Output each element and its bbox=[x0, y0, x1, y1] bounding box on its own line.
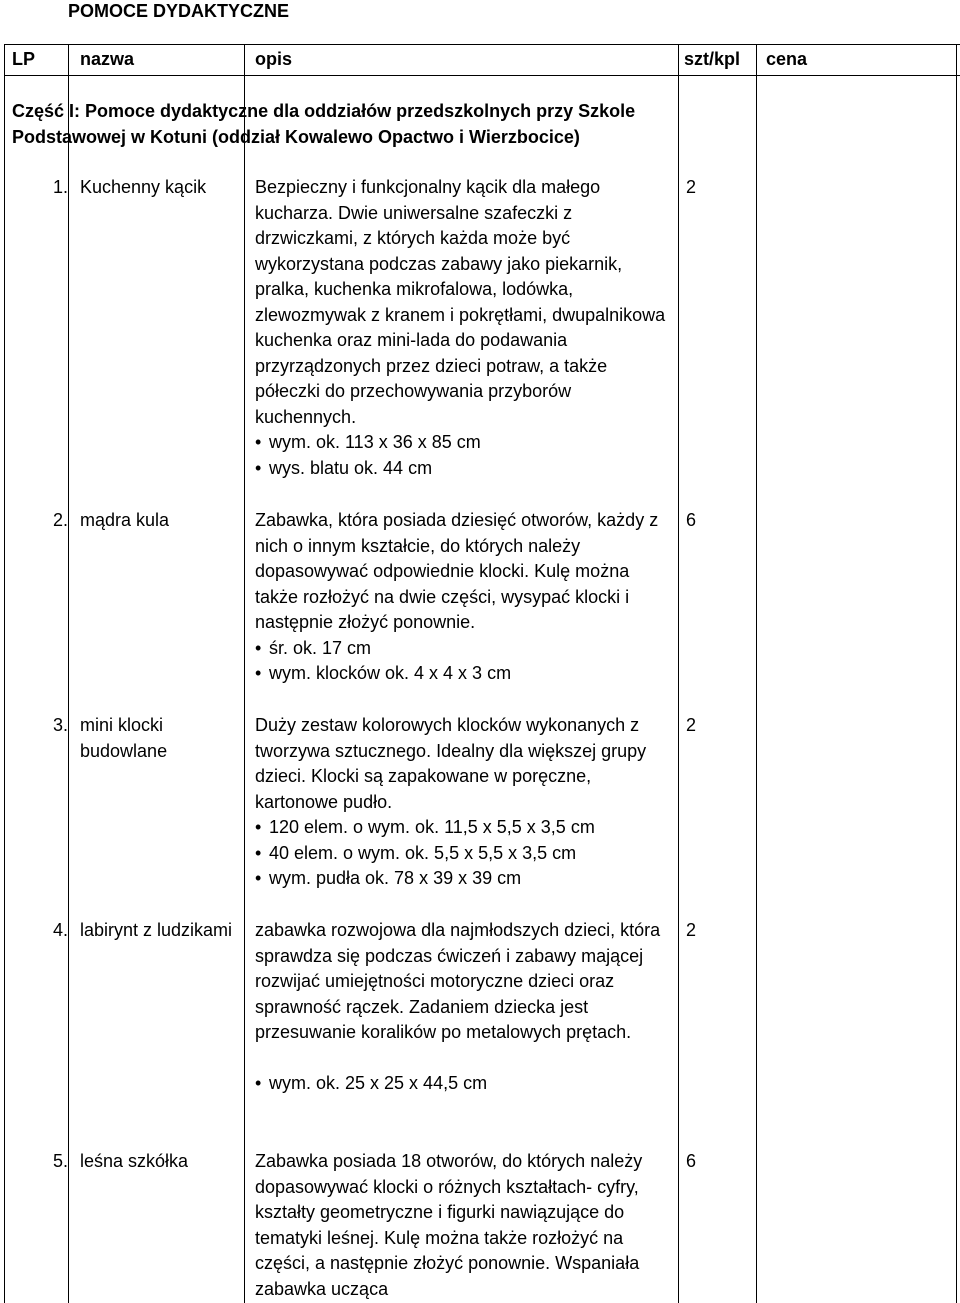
page-title: POMOCE DYDAKTYCZNE bbox=[68, 1, 290, 21]
section-heading: Część I: Pomoce dydaktyczne dla oddziałów przedszkolnych przy Szkole Podstawowej w Kotuni (oddział Kowalewo Opactwo i Wierzbocice) bbox=[12, 101, 636, 147]
item-5-qty: 6 bbox=[686, 1151, 697, 1171]
item-3-spec: • wym. pudła ok. 78 x 39 x 39 cm bbox=[255, 866, 667, 892]
item-2-spec: • wym. klocków ok. 4 x 4 x 3 cm bbox=[255, 661, 667, 687]
item-1-qty: 2 bbox=[686, 177, 697, 197]
item-1-spec: • wys. blatu ok. 44 cm bbox=[255, 456, 667, 482]
col-border-left bbox=[4, 44, 5, 1303]
item-4-desc-text: zabawka rozwojowa dla najmłodszych dzieci, która sprawdza się podczas ćwiczeń i zabawy mającej rozwijać umiejętności motoryczne dzieci oraz sprawność rączek. Zadaniem dziecka jest przesuwanie koralików po metalowych prętach. bbox=[255, 920, 661, 1042]
item-2-spec: • śr. ok. 17 cm bbox=[255, 636, 667, 662]
item-5-name: leśna szkółka bbox=[80, 1151, 189, 1171]
item-3-desc-text: Duży zestaw kolorowych klocków wykonanych z tworzywa sztucznego. Idealny dla większej grupy dzieci. Klocki są zapakowane w poręczne, kartonowe pudło. bbox=[255, 715, 647, 812]
item-1-desc-text: Bezpieczny i funkcjonalny kącik dla małego kucharza. Dwie uniwersalne szafeczki z drzwiczkami, z których każda może być wykorzystana podczas zabawy jako piekarnik, pralka, kuchenka mikrofalowa, lodówka, zlewozmywak z kranem i pokrętłami, dwupalnikowa kuchenka oraz mini-lada do podawania przyrządzonych przez dzieci potraw, a także półeczki do przechowywania przyborów kuchennych. bbox=[255, 177, 666, 427]
col-border-opis bbox=[678, 44, 679, 1303]
item-2-lp: 2. bbox=[52, 510, 68, 530]
item-3-qty: 2 bbox=[686, 715, 697, 735]
item-4-qty: 2 bbox=[686, 920, 697, 940]
item-3-spec: • 40 elem. o wym. ok. 5,5 x 5,5 x 3,5 cm bbox=[255, 841, 667, 867]
item-3-name: mini klocki budowlane bbox=[80, 715, 168, 761]
item-5-desc-text: Zabawka posiada 18 otworów, do których należy dopasowywać klocki o różnych kształtach- cyfry, kształty geometryczne i figurki nawiązujące do tematyki leśnej. Kulę można także rozłożyć na części, a następnie złożyć ponownie. Wspaniała zabawka ucząca bbox=[255, 1151, 643, 1299]
item-1-spec: • wym. ok. 113 x 36 x 85 cm bbox=[255, 430, 667, 456]
col-border-right bbox=[956, 44, 957, 1303]
item-2-description bbox=[255, 508, 667, 687]
item-3-spec: • 120 elem. o wym. ok. 11,5 x 5,5 x 3,5 cm bbox=[255, 815, 667, 841]
col-border-lp bbox=[68, 44, 69, 1303]
item-3-lp: 3. bbox=[52, 715, 68, 735]
item-2-specs bbox=[255, 636, 667, 687]
item-4-description bbox=[255, 918, 667, 1097]
item-1-description bbox=[255, 175, 667, 481]
header-opis: opis bbox=[255, 49, 293, 69]
col-border-szt bbox=[756, 44, 757, 1303]
item-5-lp: 5. bbox=[52, 1151, 68, 1171]
header-lp: LP bbox=[12, 49, 36, 69]
header-cena: cena bbox=[766, 49, 808, 69]
col-border-nazwa bbox=[244, 44, 245, 1303]
table-border-top bbox=[4, 44, 960, 45]
item-3-specs bbox=[255, 815, 667, 892]
item-4-lp: 4. bbox=[52, 920, 68, 940]
item-5-description bbox=[255, 1149, 667, 1302]
item-4-name: labirynt z ludzikami bbox=[80, 920, 233, 940]
item-4-specs bbox=[255, 1071, 667, 1097]
item-2-qty: 6 bbox=[686, 510, 697, 530]
header-nazwa: nazwa bbox=[80, 49, 135, 69]
item-3-description bbox=[255, 713, 667, 892]
item-2-name: mądra kula bbox=[80, 510, 170, 530]
item-1-name: Kuchenny kącik bbox=[80, 177, 207, 197]
item-2-desc-text: Zabawka, która posiada dziesięć otworów, każdy z nich o innym kształcie, do których należy dopasowywać odpowiednie klocki. Kulę można także rozłożyć na dwie części, wysypać klocki i następnie złożyć ponownie. bbox=[255, 510, 659, 632]
item-4-spec: • wym. ok. 25 x 25 x 44,5 cm bbox=[255, 1071, 667, 1097]
header-divider bbox=[4, 75, 960, 76]
item-1-lp: 1. bbox=[52, 177, 68, 197]
item-1-specs bbox=[255, 430, 667, 481]
header-szt-kpl: szt/kpl bbox=[684, 49, 741, 69]
